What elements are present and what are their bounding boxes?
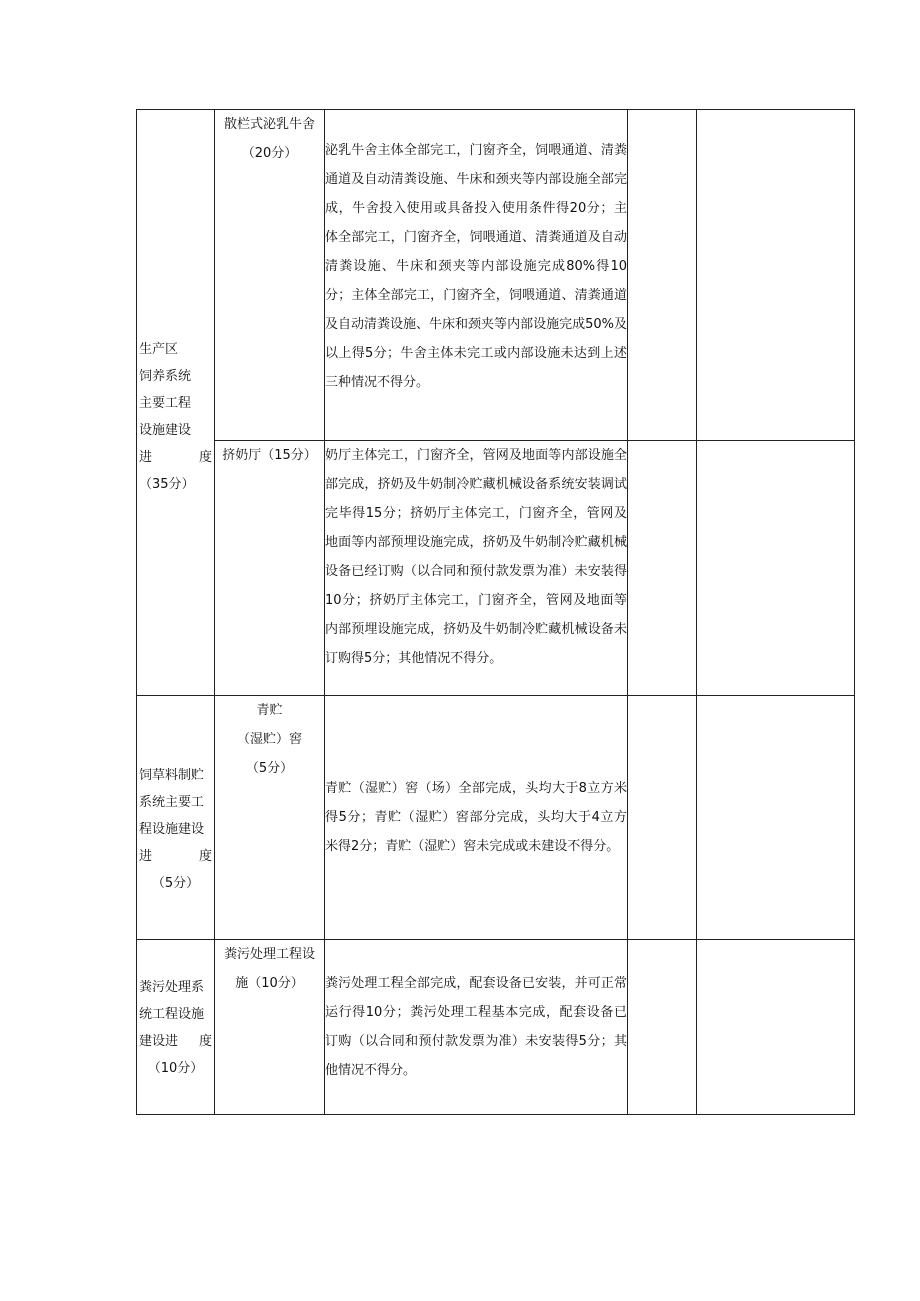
criteria-cell-silage: 青贮（湿贮）窖（场）全部完成，头均大于8立方米得5分；青贮（湿贮）窖部分完成，头均大于4立方米得2分；青贮（湿贮）窖未完成或未建设不得分。: [325, 696, 628, 940]
table-row: [137, 440, 855, 695]
criteria-cell-milking-parlor: 奶厅主体完工，门窗齐全，管网及地面等内部设施全部完成，挤奶及牛奶制冷贮藏机械设备系统安装调试完毕得15分；挤奶厅主体完工，门窗齐全，管网及地面等内部预埋设施完成，挤奶及牛奶制冷贮藏机械设备已经订购（以合同和预付款发票为准）未安装得10分；挤奶厅主体完工，门窗齐全，管网及地面等内部预埋设施完成，挤奶及牛奶制冷贮藏机械设备未订购得5分；其他情况不得分。: [325, 440, 628, 695]
item-cell-lactating-barn: 散栏式泌乳牛舍 （20分）: [215, 110, 325, 441]
category-label-manure: 粪污处理系 统工程设施 建设进 度 （10分）: [139, 980, 212, 1076]
table-row: [137, 110, 855, 441]
category-cell-production: [137, 110, 215, 696]
item-cell-silage: 青贮 （湿贮）窖 （5分）: [215, 696, 325, 940]
score-cell: [628, 440, 697, 695]
category-label-production: 生产区 饲养系统 主要工程 设施建设 进 度 （35分）: [139, 342, 212, 492]
criteria-cell-manure: 粪污处理工程全部完成，配套设备已安装，并可正常运行得10分；粪污处理工程基本完成，配套设备已订购（以合同和预付款发票为准）未安装得5分；其他情况不得分。: [325, 940, 628, 1115]
criteria-cell-lactating-barn: 泌乳牛舍主体全部完工，门窗齐全，饲喂通道、清粪通道及自动清粪设施、牛床和颈夹等内部设施全部完成，牛舍投入使用或具备投入使用条件得20分；主体全部完工，门窗齐全，饲喂通道、清粪通道及自动清粪设施、牛床和颈夹等内部设施完成80%得10分；主体全部完工，门窗齐全，饲喂通道、清粪通道及自动清粪设施、牛床和颈夹等内部设施完成50%及以上得5分；牛舍主体未完工或内部设施未达到上述三种情况不得分。: [325, 110, 628, 441]
score-cell: [628, 940, 697, 1115]
remark-cell: [697, 696, 855, 940]
category-cell-forage: [137, 696, 215, 940]
score-cell: [628, 696, 697, 940]
item-cell-manure: 粪污处理工程设 施（10分）: [215, 940, 325, 1115]
category-cell-manure: [137, 940, 215, 1115]
remark-cell: [697, 110, 855, 441]
remark-cell: [697, 940, 855, 1115]
table-row: [137, 696, 855, 940]
item-cell-milking-parlor: 挤奶厅（15分）: [215, 440, 325, 695]
score-cell: [628, 110, 697, 441]
remark-cell: [697, 440, 855, 695]
table-row: [137, 940, 855, 1115]
category-label-forage: 饲草料制贮 系统主要工 程设施建设 进 度 （5分）: [139, 768, 212, 891]
scoring-table: [136, 109, 855, 1115]
